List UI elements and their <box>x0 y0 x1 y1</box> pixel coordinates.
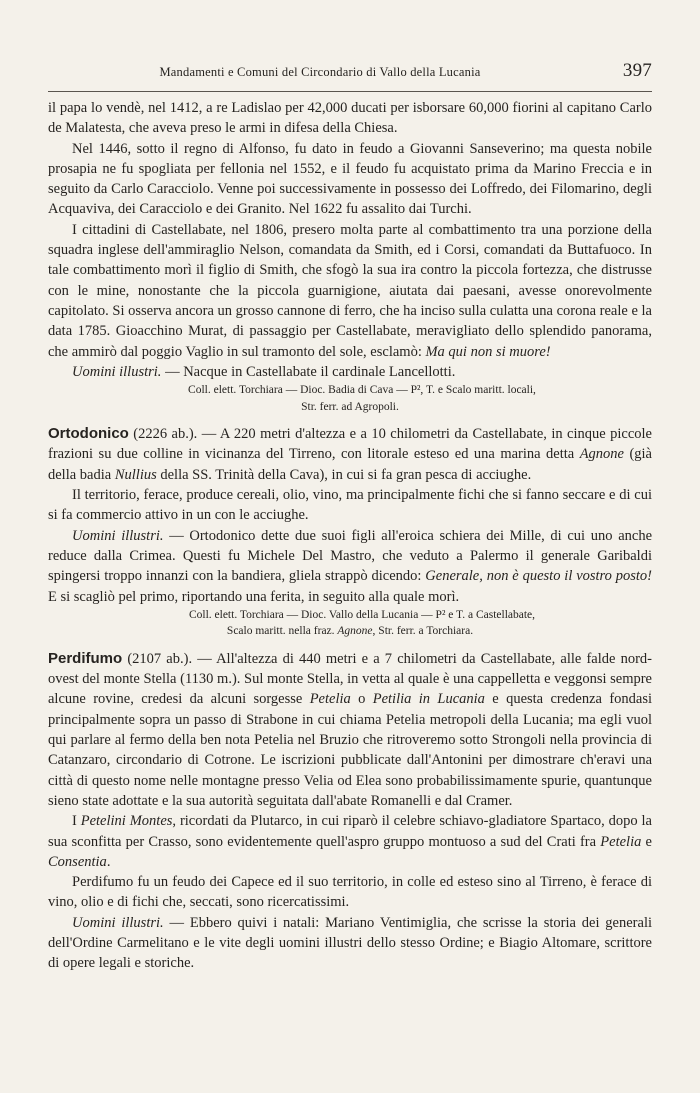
population: (2226 ab.). — <box>128 426 220 443</box>
paragraph-text: e <box>641 833 652 850</box>
note-line: Coll. elett. Torchiara — Dioc. Vallo della Lucania — P² e T. a Castellabate, <box>188 608 536 621</box>
paragraph-text: (già della badia <box>48 446 652 483</box>
paragraph <box>48 362 652 382</box>
running-title: Mandamenti e Comuni del Circondario di Vallo della Lucania <box>159 65 481 79</box>
paragraph <box>48 811 652 872</box>
entry-heading: Ortodonico <box>48 425 129 443</box>
paragraph-text: o <box>350 691 373 708</box>
note-line: , Str. ferr. a Torchiara. <box>372 625 474 638</box>
paragraph: Il territorio, ferace, produce cereali, olio, vino, ma principalmente fichi che si fanno seccare e di cui si fa commercio attivo in un con le acciughe. <box>48 487 652 524</box>
place-name: Petilia in Lucania <box>372 691 485 708</box>
place-name: Agnone <box>579 446 624 463</box>
place-name: Petelini Montes <box>80 813 173 830</box>
entry-ortodonico <box>48 424 652 485</box>
paragraph: Nel 1446, sotto il regno di Alfonso, fu dato in feudo a Giovanni Sanseverino; ma questa nobile prosapia ne fu spogliata per fellonia nel 1552, e il feudo fu acquistato prima da Marino Freccia e in seguito da Carlo Caracciolo. Venne poi successivamente in possesso dei Loffredo, dei Filomarino, degli Acquaviva, dei Caracciolo e dei Granito. Nel 1622 fu assalito dai Turchi. <box>48 140 652 218</box>
place-name: Agnone <box>337 625 373 638</box>
note-line: Coll. elett. Torchiara — Dioc. Badia di Cava — P², T. e Scalo maritt. locali, <box>188 384 536 397</box>
admin-note <box>48 607 652 640</box>
paragraph-text: — Ebbero quivi i natali: Mariano Ventimiglia, che scrisse la storia dei generali dell'Ordine Carmelitano e le vite degli uomini illustri dello stesso Ordine; e Biagio Altomare, scrittore di opere legali e storiche. <box>48 914 653 972</box>
place-name: Petelia <box>600 833 642 850</box>
quote: Ma qui non si muore! <box>425 343 551 360</box>
quote: Generale, non è questo il vostro posto! <box>425 568 652 585</box>
paragraph-text: A 220 metri d'altezza e a 10 chilometri da Castellabate, in cinque piccole frazioni su due colline in vicinanza del Tirreno, con litorale esteso ed una marina detta <box>48 426 652 463</box>
paragraph-text: — Nacque in Castellabate il cardinale Lancellotti. <box>161 363 456 380</box>
header-rule <box>48 91 652 92</box>
paragraph-text: — Ortodonico dette due suoi figli all'eroica schiera dei Mille, di cui uno anche reduce dalla Crimea. Questi fu Michele Del Mastro, che veduto a Palermo il generale Garibaldi spingersi troppo innanzi con la bandiera, gliela strappò dicendo: <box>48 527 652 585</box>
section-label: Uomini illustri. <box>72 363 162 380</box>
note-line: Str. ferr. ad Agropoli. <box>301 400 399 413</box>
entry-heading: Perdifumo <box>48 649 123 667</box>
place-name: Petelia <box>309 691 351 708</box>
paragraph-text: E si scagliò pel primo, riportando una ferita, in seguito alla quale morì. <box>48 588 460 605</box>
paragraph-text: I <box>72 813 81 830</box>
paragraph-text: e questa credenza fondasi principalmente sopra un passo di Strabone in cui chiama Petelia metropoli della Lucania; ma egli vuol qui parlare al fermo della ben nota Petelia nel Bruzio che ritroveremo sotto Strongoli nella provincia di Catanzaro, circondario di Cotrone. Le iscrizioni pubblicate dall'Antonini per dimostrare ch'eravi una città di questo nome nelle montagne presso Velia od Elea sono probabilissimamente spurie, quantunque sieno state adottate e la sua autorità seguitata dall'abate Romanelli e dal Cramer. <box>48 691 653 809</box>
page-number: 397 <box>622 60 652 81</box>
place-name: Nullius <box>114 466 157 483</box>
place-name: Consentia <box>48 853 107 870</box>
paragraph-text: , ricordati da Plutarco, in cui riparò il celebre schiavo-gladiatore Spartaco, dopo la sua sconfitta per Crasso, sono evidentemente quell'aspro gruppo montuoso a sud del Crati fra <box>48 813 652 850</box>
paragraph-text: della SS. Trinità della Cava), in cui si fa gran pesca di acciughe. <box>156 466 532 483</box>
paragraph <box>48 526 652 607</box>
paragraph <box>48 913 652 974</box>
section-label: Uomini illustri. <box>72 527 164 544</box>
entry-perdifumo <box>48 649 652 811</box>
paragraph: Perdifumo fu un feudo dei Capece ed il suo territorio, in colle ed esteso sino al Tirreno, è ferace di vino, olio e di fichi che, seccati, sono ricercatissimi. <box>48 874 652 911</box>
section-label: Uomini illustri. <box>72 914 164 931</box>
population: (2107 ab.). — <box>122 650 217 667</box>
paragraph-text: I cittadini di Castellabate, nel 1806, presero molta parte al combattimento tra una porzione della squadra inglese dell'ammiraglio Nelson, comandata da Smith, ed i Corsi, comandati da Buttafuoco. In tale combattimento morì il figlio di Smith, che sfogò la sua ira contro la piccola fortezza, che distrusse con le mine, nonostante che la piccola guarnigione, aiutata dai paesani, avesse onorevolmente capitolato. Si osserva ancora un grosso cannone di ferro, che ha inciso sulla culatta una corona reale e la data 1785. Gioacchino Murat, di passaggio per Castellabate, meravigliato dello splendido panorama, che ammirò dal poggio Vaglio in sul tramonto del sole, esclamò: <box>48 221 652 360</box>
page-header <box>48 60 652 86</box>
note-line: Scalo maritt. nella fraz. <box>226 625 338 638</box>
paragraph-text: . <box>106 853 111 870</box>
body-text <box>48 98 652 974</box>
paragraph: il papa lo vendè, nel 1412, a re Ladislao per 42,000 ducati per isborsare 60,000 fiorini al capitano Carlo de Malatesta, che aveva preso le armi in difesa della Chiesa. <box>48 100 652 137</box>
admin-note <box>48 382 652 415</box>
paragraph <box>48 220 652 362</box>
paragraph-text: All'altezza di 440 metri e a 7 chilometri da Castellabate, alle falde nord-ovest del monte Stella (1130 m.). Sul monte Stella, in vetta al quale è una cappelletta e veggonsi sempre alcune rovine, credesi da alcuni sorgesse <box>48 650 652 708</box>
